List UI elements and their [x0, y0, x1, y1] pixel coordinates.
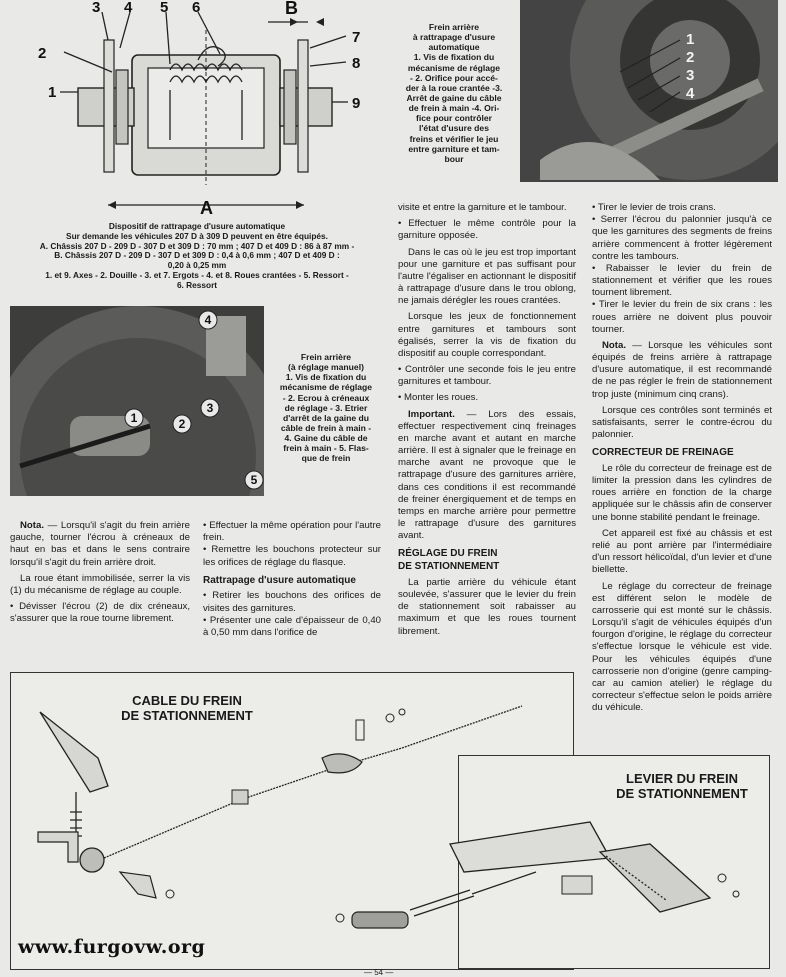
right-column — [592, 202, 772, 718]
center-column — [398, 202, 576, 642]
page-number: — 54 — — [364, 968, 394, 977]
dimension-label-b: B — [285, 0, 298, 18]
important-label: Important. — [408, 408, 455, 420]
important-text: — Lors des essais, effectuer respectivement cinq freinages en marche avant et autant en marche arrière. Il est à signaler que le freinage en marche avant ne provoque que le rattrapage d'usure des garnitures arrière, dans ces conditions il est recommandé de freiner énergiquement et de temps en temps en marche arrière pour permettre le rattrapage d'usure des garnitures avant. — [398, 408, 576, 542]
right-note-text: — Lorsque les véhicules sont équipés de freins arrière à rattrapage d'usure automatique, il est recommandé de ne pas régler le frein de stationnement trop juste (minimum cinq crans). — [592, 339, 772, 400]
reglage-stationnement-text: La partie arrière du véhicule étant soulevée, s'assurer que le levier du frein de stationnement soit rabaisser au maximum et que les roues tournent librement. — [398, 576, 576, 637]
photo-auto-label-4: 4 — [686, 85, 695, 102]
photo-auto-brake — [520, 0, 778, 182]
correcteur-title: CORRECTEUR DE FREINAGE — [592, 447, 734, 459]
svg-text:3: 3 — [206, 401, 214, 415]
diagram-label-1: 1 — [48, 84, 57, 101]
nota-left-label: Nota. — [20, 520, 44, 531]
adjuster-diagram — [20, 0, 390, 220]
center-para-5: • Contrôler une seconde fois le jeu entre garnitures et tambour. — [398, 364, 576, 388]
important-note — [398, 409, 576, 543]
watermark: www.furgovw.org — [18, 936, 206, 958]
center-para-3: Dans le cas où le jeu est trop important pour une garniture et pas suffisant pour l'autre l'égaliser en actionnant le dispositif à rattrapage d'usure dans le trou oblong, ne jamais dérégler les roues crantées. — [398, 246, 576, 307]
mid-item-1: • Effectuer la même opération pour l'autre frein. — [203, 520, 381, 544]
right-item-3: • Rabaisser le levier du frein de stationnement et vérifier que les roues tournent librement. — [592, 262, 772, 299]
correcteur-para-3: Le réglage du correcteur de freinage est différent selon le modèle de carrosserie qui est monté sur le châssis. Lorsqu'il s'agit de véhicules équipés d'un fourgon d'origine, le réglage du correcteur s'effectue lorsque le véhicule est vide. Pour les véhicules équipés d'une carrosserie non d'origine (genre camping-car au camion atelier) le réglage du correcteur s'effectue selon le poids arrière du véhicule. — [592, 580, 772, 714]
diagram-label-9: 9 — [352, 95, 361, 112]
photo-auto-label-1: 1 — [686, 31, 695, 48]
mid-item-2: • Remettre les bouchons protecteur sur les orifices de réglage du flasque. — [203, 544, 381, 568]
dimension-label-a: A — [200, 198, 213, 218]
correcteur-para-1: Le rôle du correcteur de freinage est de limiter la pression dans les cylindres de roues arrière en fonction de la charge appliquée sur le châssis afin de conserver une bonne stabilité pendant le freinage. — [592, 462, 772, 523]
diagram-label-8: 8 — [352, 55, 361, 72]
left-para-2: La roue étant immobilisée, serrer la vis (1) du mécanisme de réglage au couple. — [10, 572, 190, 596]
right-item-1: • Tirer le levier de trois crans. — [592, 202, 716, 213]
nota-left — [10, 520, 190, 569]
photo-manual-callout-4 — [199, 311, 217, 329]
photo-manual-callout-1 — [125, 409, 143, 427]
photo-manual-brake-caption: Frein arrière (à réglage manuel) 1. Vis de fixation du mécanisme de réglage - 2. Ecrou à créneaux de réglage - 3. Etrier d'arrêt de la gaine du câble de frein à main - 4. Gaine du câble de frein à main - 5. Flas- que de frein — [279, 352, 373, 464]
cable-diagram-title: CABLE DU FREIN DE STATIONNEMENT — [121, 693, 253, 723]
svg-text:4: 4 — [204, 313, 212, 327]
right-note-label: Nota. — [602, 339, 626, 351]
right-after-note: Lorsque ces contrôles sont terminés et satisfaisants, serrer le contre-écrou du palonnier. — [592, 404, 772, 441]
exploded-parts-drawing — [10, 672, 768, 968]
photo-manual-brake — [10, 306, 264, 496]
photo-auto-brake-caption: Frein arrière à rattrapage d'usure automatique 1. Vis de fixation du mécanisme de réglage - 2. Orifice pour accé- der à la roue crantée -3. Arrêt de gaine du câble de frein à main -4. Ori- fice pour contrôler l'état d'usure des freins et vérifier le jeu entre garniture et tam- bour — [405, 22, 503, 164]
diagram-label-3: 3 — [92, 0, 101, 16]
svg-text:1: 1 — [130, 411, 138, 425]
right-item-4: • Tirer le levier du frein de six crans : les roues arrière ne doivent plus pouvoir tourner. — [592, 299, 772, 335]
svg-text:5: 5 — [250, 473, 258, 487]
diagram-label-6: 6 — [192, 0, 201, 16]
mid-item-3: • Retirer les bouchons des orifices de visites des garnitures. — [203, 590, 381, 614]
left-bottom-column — [10, 520, 190, 629]
right-item-2: • Serrer l'écrou du palonnier jusqu'à ce que les garnitures des segments de freins arrière commencent à frotter légèrement contre les tambours. — [592, 214, 772, 262]
center-para-6: • Monter les roues. — [398, 392, 479, 404]
right-note — [592, 340, 772, 401]
center-para-4: Lorsque les jeux de fonctionnement entre garnitures et tambours sont égalisés, serrer la vis de fixation du dispositif au couple correspondant. — [398, 311, 576, 359]
photo-manual-callout-5 — [245, 471, 263, 489]
photo-auto-label-2: 2 — [686, 49, 695, 66]
adjuster-diagram-caption: Dispositif de rattrapage d'usure automatique Sur demande les véhicules 207 D à 309 D peuvent en être équipés. A. Châssis 207 D - 209 D - 307 D et 309 D : 70 mm ; 407 D et 409 D : 86 à 87 mm - B. Châssis 207 D - 209 D - 307 D et 309 D : 0,4 à 0,6 mm ; 407 D et 409 D : 0,20 à 0,25 mm 1. et 9. Axes - 2. Douille - 3. et 7. Ergots - 4. et 8. Roues crantées - 5. Ressort - 6. Ressort — [39, 221, 355, 290]
left-para-3: • Dévisser l'écrou (2) de dix créneaux, s'assurer que la roue tourne librement. — [10, 601, 190, 625]
rattrapage-auto-title: Rattrapage d'usure automatique — [203, 574, 356, 586]
mid-bottom-column — [203, 520, 381, 643]
diagram-label-5: 5 — [160, 0, 169, 16]
photo-manual-callout-3 — [201, 399, 219, 417]
lever-diagram-title: LEVIER DU FREIN DE STATIONNEMENT — [616, 771, 748, 801]
mid-item-4: • Présenter une cale d'épaisseur de 0,40 à 0,50 mm dans l'orifice de — [203, 614, 381, 638]
correcteur-para-2: Cet appareil est fixé au châssis et est relié au pont arrière par l'intermédiaire d'un ressort hélicoïdal, d'un levier et d'une biellette. — [592, 527, 772, 576]
reglage-stationnement-title: RÉGLAGE DU FREIN DE STATIONNEMENT — [398, 548, 500, 573]
photo-auto-label-3: 3 — [686, 67, 695, 84]
nota-left-text: — Lorsqu'il s'agit du frein arrière gauche, tourner l'écrou à créneaux de haut en bas et dans le sens contraire lorsqu'il s'agit du frein arrière droit. — [10, 520, 190, 568]
diagram-label-4: 4 — [124, 0, 133, 16]
diagram-label-2: 2 — [38, 45, 47, 62]
svg-text:2: 2 — [178, 417, 186, 431]
center-para-2: • Effectuer le même contrôle pour la garniture opposée. — [398, 218, 576, 242]
center-para-1: visite et entre la garniture et le tambour. — [398, 202, 567, 213]
diagram-label-7: 7 — [352, 29, 361, 46]
photo-manual-callout-2 — [173, 415, 191, 433]
